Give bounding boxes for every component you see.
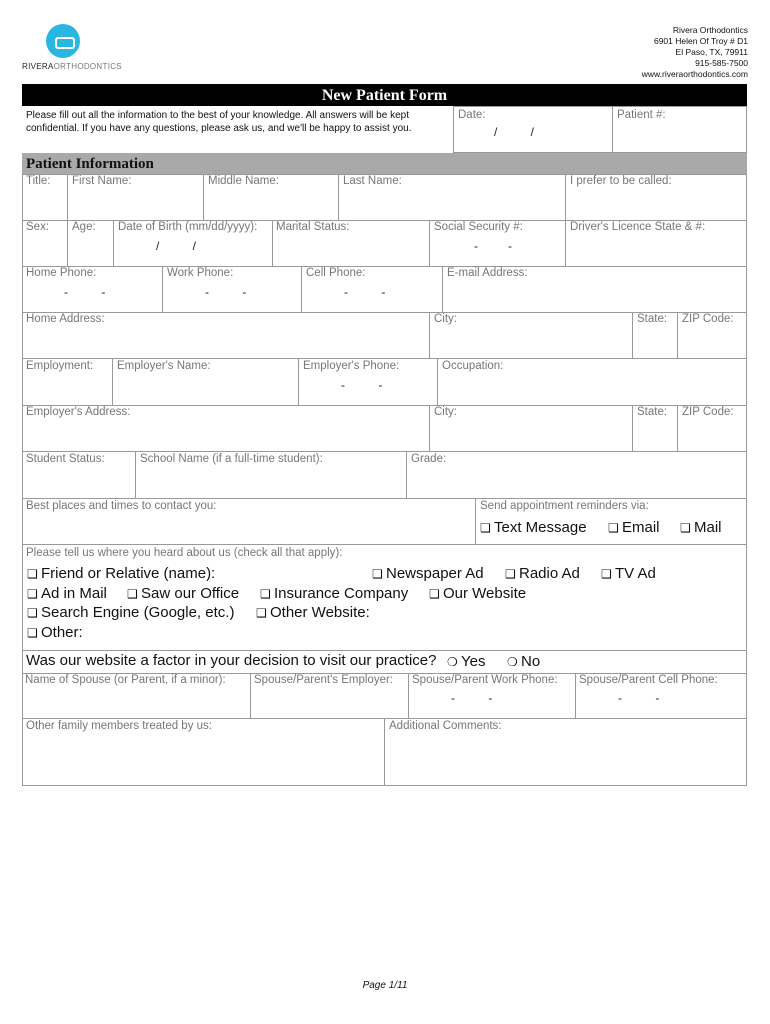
checkbox-icon: ❑: [260, 587, 271, 601]
checkbox-icon: ❑: [480, 521, 491, 535]
grade-field[interactable]: Grade:: [406, 451, 747, 499]
checkbox-icon: ❑: [127, 587, 138, 601]
additional-comments-field[interactable]: Additional Comments:: [384, 718, 747, 786]
student-status-field[interactable]: Student Status:: [22, 451, 136, 499]
age-field[interactable]: Age:: [67, 220, 114, 267]
page-number: Page 1/11: [362, 980, 408, 991]
employer-phone-field[interactable]: Employer's Phone: - -: [298, 358, 438, 406]
employment-field[interactable]: Employment:: [22, 358, 113, 406]
logo-mark: [55, 37, 75, 49]
spouse-name-field[interactable]: Name of Spouse (or Parent, if a minor):: [22, 673, 251, 719]
preferred-name-field[interactable]: I prefer to be called:: [565, 174, 747, 221]
drivers-licence-field[interactable]: Driver's Licence State & #:: [565, 220, 747, 267]
best-contact-field[interactable]: Best places and times to contact you:: [22, 498, 476, 545]
heard-friend-checkbox[interactable]: ❑ Friend or Relative (name):: [27, 565, 216, 582]
first-name-field[interactable]: First Name:: [67, 174, 204, 221]
spouse-cell-phone-field[interactable]: Spouse/Parent Cell Phone: - -: [575, 673, 747, 719]
dob-field[interactable]: Date of Birth (mm/dd/yyyy): / /: [113, 220, 273, 267]
heard-tv-checkbox[interactable]: ❑ TV Ad: [601, 565, 656, 582]
checkbox-icon: ❑: [372, 567, 383, 581]
practice-contact: [642, 25, 748, 80]
employer-zip-field[interactable]: ZIP Code:: [677, 405, 747, 452]
checkbox-icon: ❑: [680, 521, 691, 535]
state-field[interactable]: State:: [632, 312, 678, 359]
spouse-employer-field[interactable]: Spouse/Parent's Employer:: [250, 673, 409, 719]
heard-website-checkbox[interactable]: ❑ Our Website: [429, 585, 527, 602]
email-field[interactable]: E-mail Address:: [442, 266, 747, 313]
checkbox-icon: ❑: [27, 626, 38, 640]
checkbox-icon: ❑: [256, 606, 267, 620]
checkbox-icon: ❑: [429, 587, 440, 601]
heard-newspaper-checkbox[interactable]: ❑ Newspaper Ad: [372, 565, 484, 582]
school-name-field[interactable]: School Name (if a full-time student):: [135, 451, 407, 499]
home-phone-field[interactable]: Home Phone: - -: [22, 266, 163, 313]
reminders-field: Send appointment reminders via:: [475, 498, 747, 545]
zip-field[interactable]: ZIP Code:: [677, 312, 747, 359]
contact-phone: 915-585-7500: [695, 58, 748, 68]
contact-city: El Paso, TX, 79911: [675, 47, 748, 57]
contact-street: 6901 Helen Of Troy # D1: [653, 36, 748, 46]
heard-other-website-checkbox[interactable]: ❑ Other Website:: [256, 604, 370, 621]
employer-city-field[interactable]: City:: [429, 405, 633, 452]
radio-icon: ❍: [447, 655, 458, 669]
work-phone-field[interactable]: Work Phone: - -: [162, 266, 302, 313]
radio-icon: ❍: [507, 655, 518, 669]
occupation-field[interactable]: Occupation:: [437, 358, 747, 406]
sex-field[interactable]: Sex:: [22, 220, 68, 267]
reminder-email-checkbox[interactable]: ❑ Email: [608, 519, 660, 536]
patient-number-field[interactable]: Patient #:: [612, 106, 747, 153]
heard-search-checkbox[interactable]: ❑ Search Engine (Google, etc.): [27, 604, 235, 621]
checkbox-icon: ❑: [27, 587, 38, 601]
heard-mail-checkbox[interactable]: ❑ Ad in Mail: [27, 585, 107, 602]
checkbox-icon: ❑: [505, 567, 516, 581]
website-factor-yes-radio[interactable]: ❍ Yes: [447, 653, 486, 670]
heard-insurance-checkbox[interactable]: ❑ Insurance Company: [260, 585, 409, 602]
checkbox-icon: ❑: [608, 521, 619, 535]
employer-state-field[interactable]: State:: [632, 405, 678, 452]
last-name-field[interactable]: Last Name:: [338, 174, 566, 221]
website-factor-question: Was our website a factor in your decision to visit our practice?: [26, 652, 437, 669]
home-address-field[interactable]: Home Address:: [22, 312, 430, 359]
contact-website: www.riveraorthodontics.com: [641, 69, 748, 79]
title-field[interactable]: Title:: [22, 174, 68, 221]
marital-status-field[interactable]: Marital Status:: [272, 220, 430, 267]
website-factor-no-radio[interactable]: ❍ No: [507, 653, 541, 670]
checkbox-icon: ❑: [601, 567, 612, 581]
family-members-field[interactable]: Other family members treated by us:: [22, 718, 385, 786]
heard-other-checkbox[interactable]: ❑ Other:: [27, 624, 83, 641]
employer-address-field[interactable]: Employer's Address:: [22, 405, 430, 452]
checkbox-icon: ❑: [27, 567, 38, 581]
checkbox-icon: ❑: [27, 606, 38, 620]
contact-name: Rivera Orthodontics: [672, 25, 748, 35]
reminder-mail-checkbox[interactable]: ❑ Mail: [680, 519, 722, 536]
heard-radio-checkbox[interactable]: ❑ Radio Ad: [505, 565, 580, 582]
middle-name-field[interactable]: Middle Name:: [203, 174, 339, 221]
referral-section: Please tell us where you heard about us (check all that apply):: [22, 544, 747, 651]
intro-text: Please fill out all the information to the best of your knowledge. All answers will be kept confidential. If you have any questions, please ask us, and we'll be happy to assist you.: [26, 110, 412, 134]
reminder-text-checkbox[interactable]: ❑ Text Message: [480, 519, 587, 536]
section-patient-information: Patient Information: [22, 153, 747, 174]
spouse-work-phone-field[interactable]: Spouse/Parent Work Phone: - -: [408, 673, 576, 719]
employer-name-field[interactable]: Employer's Name:: [112, 358, 299, 406]
city-field[interactable]: City:: [429, 312, 633, 359]
heard-office-checkbox[interactable]: ❑ Saw our Office: [127, 585, 240, 602]
logo-wordmark: RIVERAORTHODONTICS: [22, 62, 122, 71]
ssn-field[interactable]: Social Security #: - -: [429, 220, 566, 267]
cell-phone-field[interactable]: Cell Phone: - -: [301, 266, 443, 313]
website-factor-row: [22, 650, 747, 674]
form-title: New Patient Form: [22, 84, 747, 106]
date-field[interactable]: Date: / /: [453, 106, 613, 153]
